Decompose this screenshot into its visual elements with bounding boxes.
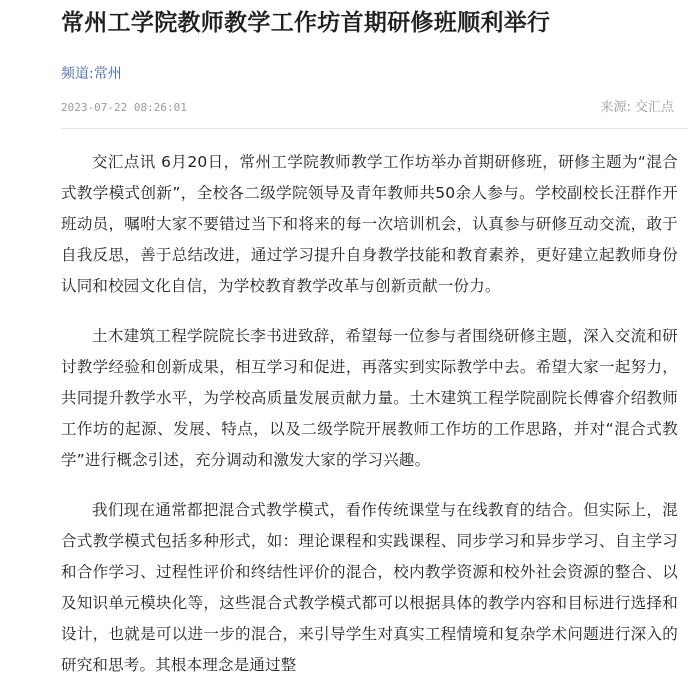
article-body (61, 147, 678, 700)
article-source: 来源: 交汇点 (600, 100, 674, 115)
paragraph: 土木建筑工程学院院长李书进致辞，希望每一位参与者围绕研修主题，深入交流和研讨教学经验和创新成果，相互学习和促进，再落实到实际教学中去。希望大家一起努力，共同提升教学水平，为学校高质量发展贡献力量。土木建筑工程学院副院长傅睿介绍教师工作坊的起源、发展、特点，以及二级学院开展教师工作坊的工作思路，并对“混合式教学”进行概念引述，充分调动和激发大家的学习兴趣。 (61, 327, 678, 469)
channel-line (61, 64, 122, 84)
meta-row (61, 98, 678, 118)
paragraph: 交汇点讯 6月20日，常州工学院教师教学工作坊举办首期研修班，研修主题为“混合式教学模式创新”，全校各二级学院领导及青年教师共50余人参与。学校副校长汪群作开班动员，嘱咐大家不要错过当下和将来的每一次培训机会，认真参与研修互动交流，敢于自我反思，善于总结改进，通过学习提升自身教学技能和教育素养，更好建立起教师身份认同和校园文化自信，为学校教育教学改革与创新贡献一份力。 (61, 153, 678, 295)
publish-datetime: 2023-07-22 08:26:01 (61, 101, 187, 114)
header-divider (61, 128, 688, 129)
channel-link[interactable]: 常州 (93, 66, 122, 82)
paragraph: 我们现在通常都把混合式教学模式，看作传统课堂与在线教育的结合。但实际上，混合式教学模式包括多种形式，如：理论课程和实践课程、同步学习和异步学习、自主学习和合作学习、过程性评价和终结性评价的混合，校内教学资源和校外社会资源的整合、以及知识单元模块化等，这些混合式教学模式都可以根据具体的教学内容和目标进行选择和设计，也就是可以进一步的混合，来引导学生对真实工程情境和复杂学术问题进行深入的研究和思考。其根本理念是通过整 (61, 501, 678, 674)
channel-label: 频道: (61, 66, 94, 82)
article-title: 常州工学院教师教学工作坊首期研修班顺利举行 (61, 10, 551, 36)
